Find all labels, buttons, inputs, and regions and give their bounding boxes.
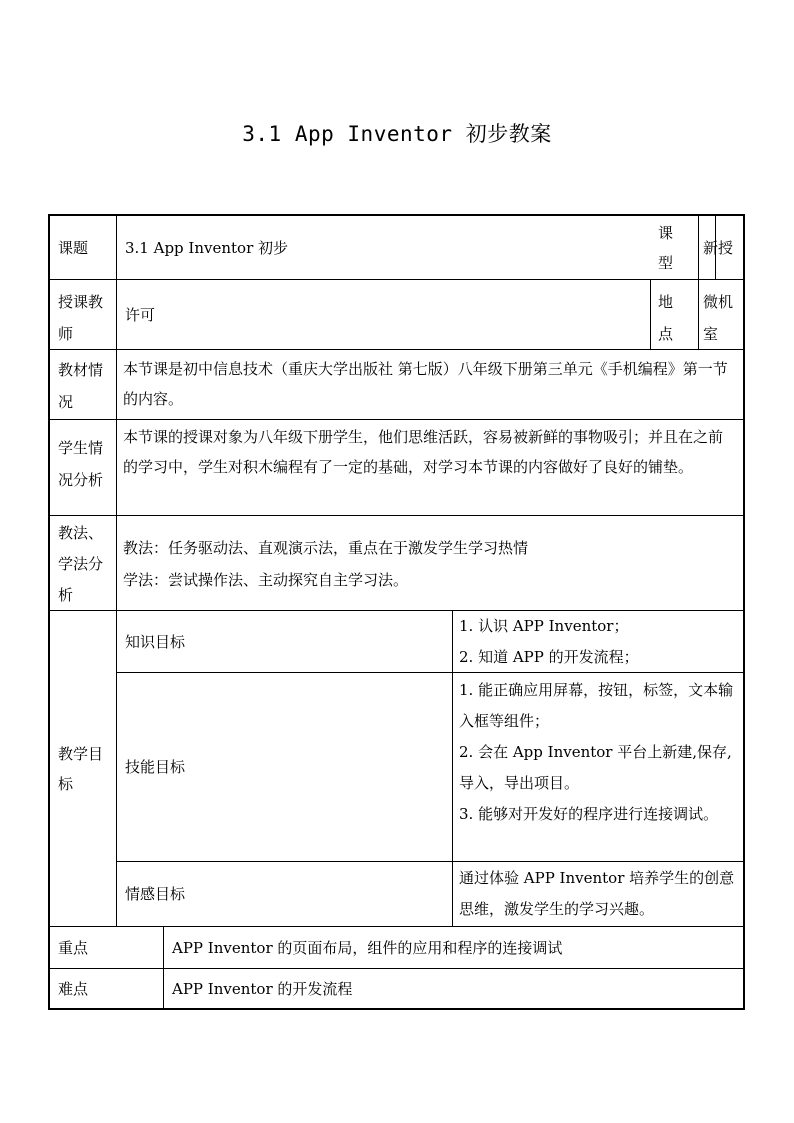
- students-label-cell: [50, 420, 117, 516]
- skill-goal-item: 3. 能够对开发好的程序进行连接调试。: [459, 805, 719, 823]
- knowledge-goal-item: 1. 认识 APP Inventor；: [459, 617, 629, 635]
- lesson-type-label-cell: [651, 216, 699, 280]
- page-title: [0, 118, 794, 148]
- students-value-cell: [117, 420, 743, 516]
- teacher-value-cell: [117, 280, 651, 350]
- material-value: 本节课是初中信息技术（重庆大学出版社 第七版）八年级下册第三单元《手机编程》第一节的内容。: [123, 360, 728, 408]
- teacher-label-cell: [50, 280, 117, 350]
- emotion-goal-value-cell: [453, 862, 743, 927]
- subject-value: 3.1 App Inventor 初步: [125, 238, 289, 257]
- methods-value-cell: [117, 516, 743, 611]
- place-label: 地点: [658, 293, 674, 343]
- skill-goal-item: 2. 会在 App Inventor 平台上新建,保存,导入，导出项目。: [459, 743, 732, 792]
- goals-label: 教学目标: [58, 744, 104, 793]
- place-label-cell: [651, 280, 699, 350]
- methods-label-cell: [50, 516, 117, 611]
- students-label: 学生情况分析: [58, 439, 104, 489]
- knowledge-goal-label: 知识目标: [125, 632, 186, 651]
- skill-goal-item: 1. 能正确应用屏幕，按钮，标签，文本输入框等组件；: [459, 681, 734, 730]
- skill-goal-label-cell: [117, 673, 453, 862]
- subject-label: 课题: [58, 238, 89, 257]
- knowledge-goal-label-cell: [117, 611, 453, 673]
- skill-goal-label: 技能目标: [125, 758, 186, 776]
- teacher-label: 授课教师: [58, 293, 104, 343]
- teaching-method: 教法：任务驱动法、直观演示法，重点在于激发学生学习热情: [123, 539, 529, 557]
- key-point-value: APP Inventor 的页面布局，组件的应用和程序的连接调试: [172, 938, 563, 957]
- knowledge-goal-value-cell: [453, 611, 743, 673]
- emotion-goal-label-cell: [117, 862, 453, 927]
- key-point-label-cell: [50, 927, 164, 969]
- emotion-goal-label: 情感目标: [125, 885, 186, 903]
- learning-method: 学法：尝试操作法、主动探究自主学习法。: [123, 571, 409, 589]
- subject-value-cell: [117, 216, 699, 280]
- emotion-goal-value: 通过体验 APP Inventor 培养学生的创意思维，激发学生的学习兴趣。: [459, 869, 735, 918]
- material-label: 教材情况: [58, 361, 104, 411]
- difficult-point-value-cell: [164, 969, 743, 1008]
- material-value-cell: [117, 350, 743, 420]
- knowledge-goal-item: 2. 知道 APP 的开发流程；: [459, 648, 639, 666]
- lesson-type-label: 课型: [658, 224, 674, 272]
- skill-goal-value-cell: [453, 673, 743, 862]
- difficult-point-label-cell: [50, 969, 164, 1008]
- goals-label-cell: [50, 611, 117, 927]
- key-point-label: 重点: [58, 938, 89, 957]
- difficult-point-value: APP Inventor 的开发流程: [172, 979, 353, 998]
- students-value: 本节课的授课对象为八年级下册学生，他们思维活跃，容易被新鲜的事物吸引；并且在之前的学习中，学生对积木编程有了一定的基础，对学习本节课的内容做好了良好的铺垫。: [123, 428, 724, 476]
- subject-label-cell: [50, 216, 117, 280]
- difficult-point-label: 难点: [58, 979, 89, 998]
- teacher-value: 许可: [125, 305, 156, 324]
- place-value-cell: [699, 280, 743, 350]
- methods-label: 教法、学法分析: [58, 524, 104, 604]
- lesson-type-value-cell: [699, 216, 743, 280]
- lesson-type-value: 新授: [703, 238, 734, 257]
- key-point-value-cell: [164, 927, 743, 969]
- page-title-suffix: 初步教案: [465, 122, 552, 146]
- place-value: 微机室: [703, 293, 734, 343]
- lesson-plan-table: [48, 214, 745, 1010]
- page-title-prefix: 3.1 App Inventor: [242, 122, 453, 146]
- material-label-cell: [50, 350, 117, 420]
